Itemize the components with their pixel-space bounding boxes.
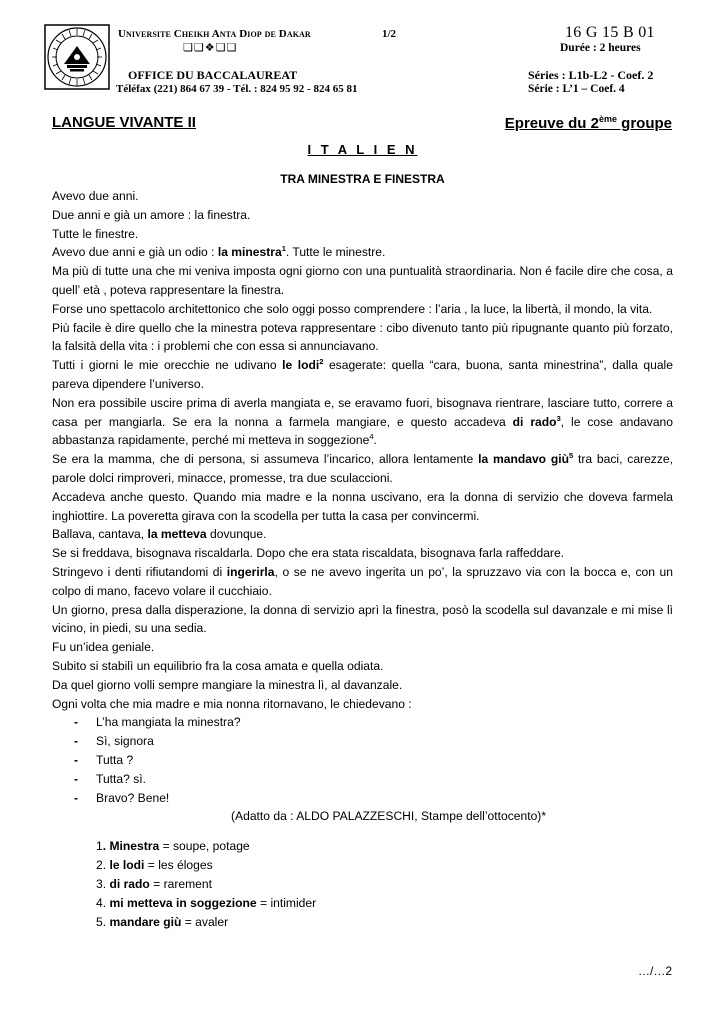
text-run: Se era la mamma, che di persona, si assumeva l’incarico, allora lentamente xyxy=(52,452,479,467)
dialogue-line xyxy=(52,751,673,770)
ucad-seal-icon xyxy=(44,24,110,90)
note-number: 1 xyxy=(96,839,103,853)
dialogue-text: L’ha mangiata la minestra? xyxy=(96,715,241,730)
subject-label: LANGUE VIVANTE II xyxy=(52,114,196,131)
page-continuation: …/…2 xyxy=(637,964,672,978)
note-separator: . xyxy=(102,895,110,910)
dialogue-text: Bravo? Bene! xyxy=(96,790,170,805)
paragraph xyxy=(52,525,673,544)
language-title: I T A L I E N xyxy=(307,142,418,157)
glossary-item xyxy=(96,856,316,875)
note-term: di rado xyxy=(109,876,150,891)
dialogue-text: Tutta ? xyxy=(96,752,134,767)
glossed-term: la minestra xyxy=(217,245,282,260)
exam-code: 16 G 15 B 01 xyxy=(565,24,655,41)
note-separator: . xyxy=(102,914,110,929)
footnote-ref: 4 xyxy=(369,432,374,442)
text-run: , le cose andavano abbastanza rapidamente, perché mi metteva in soggezione xyxy=(52,414,673,448)
dialogue-line xyxy=(52,770,673,789)
epreuve-prefix: Epreuve du 2 xyxy=(504,115,599,132)
dialogue-line xyxy=(52,732,673,751)
paragraph xyxy=(52,450,673,488)
exam-duration: Durée : 2 heures xyxy=(560,42,641,54)
paragraph: Fu un’idea geniale. xyxy=(52,640,155,655)
university-name: Universite Cheikh Anta Diop de Dakar xyxy=(118,28,311,40)
text-run: Tutti i giorni le mie orecchie ne udivano xyxy=(52,358,283,373)
dialogue-text: Tutta? sì. xyxy=(96,771,146,786)
text-run: dovunque. xyxy=(206,527,267,542)
paragraph xyxy=(52,356,673,394)
note-number: 3 xyxy=(96,876,103,891)
page-number: 1/2 xyxy=(382,28,397,40)
text-run: tra baci, carezze, parole dolci rimproveri, minacce, promesse, tra due sculaccioni. xyxy=(52,452,673,485)
paragraph: Accadeva anche questo. Quando mia madre e la nonna uscivano, era la donna di servizio che doveva farmela inghiottire. La poveretta girava con la scodella per tutta la casa per convincermi. xyxy=(52,489,673,523)
glossed-term: di rado xyxy=(512,414,557,429)
emphasized-text: la metteva xyxy=(147,527,207,542)
text-run: Ballava, cantava, xyxy=(52,527,148,542)
dialogue-text: Sì, signora xyxy=(96,734,154,749)
dash-mark: - xyxy=(74,715,79,730)
text-line xyxy=(52,243,673,262)
dialogue-line xyxy=(52,789,673,808)
note-definition: = les éloges xyxy=(144,857,213,872)
text-line: Due anni e già un amore : la finestra. xyxy=(52,207,251,222)
paragraph: Più facile è dire quello che la minestra poteva rappresentare : cibo divenuto tanto più ripugnante quanto più forzato, la falsità della vita : i problemi che con essa si annunciavano. xyxy=(52,320,673,354)
note-separator: . xyxy=(102,839,110,853)
text-run: Stringevo i denti rifiutandomi di xyxy=(52,564,227,579)
reading-text xyxy=(52,187,673,826)
text-run: , o se ne avevo ingerita un po’, la spruzzavo via con la bocca e, con un colpo di mano, facevo volare il cucchiaio. xyxy=(52,564,674,598)
emphasized-text: ingerirla xyxy=(226,564,275,579)
paragraph xyxy=(52,394,673,450)
text-line: Tutte le finestre. xyxy=(52,226,139,241)
paragraph: Un giorno, presa dalla disperazione, la donna di servizio aprì la finestra, posò la scodella sul davanzale e mi mise lì vicino, in piedi, su una sedia. xyxy=(52,602,673,636)
note-number: 5 xyxy=(96,914,103,929)
paragraph: Se si freddava, bisognava riscaldarla. Dopo che era stata riscaldata, bisognava farla raffeddare. xyxy=(52,546,565,561)
glossary xyxy=(96,837,316,932)
glossary-item xyxy=(96,875,316,894)
glossary-item xyxy=(96,913,316,932)
paragraph xyxy=(52,563,673,601)
text-title: TRA MINESTRA E FINESTRA xyxy=(280,172,445,186)
paragraph: Ma più di tutte una che mi veniva imposta ogni giorno con una puntualità straordinaria. Non é facile dire che cosa, a quell’ età , poteva rappresentare la finestra. xyxy=(52,264,673,297)
dash-mark: - xyxy=(74,734,79,749)
office-name: OFFICE DU BACCALAUREAT xyxy=(128,68,298,82)
epreuve-suffix: groupe xyxy=(617,115,672,132)
footnote-ref: 2 xyxy=(319,357,324,367)
footnote-ref: 1 xyxy=(281,244,286,254)
header-ornament: ❏❏❖❏❏ xyxy=(183,42,238,54)
note-definition: = rarement xyxy=(149,876,212,891)
text-run: . Tutte le minestre. xyxy=(285,245,386,260)
footnote-ref: 5 xyxy=(569,451,574,461)
text-line: Avevo due anni. xyxy=(52,189,139,203)
note-definition: = soupe, potage xyxy=(159,839,250,853)
dash-mark: - xyxy=(74,771,79,786)
note-number: 2 xyxy=(96,857,103,872)
glossed-term: le lodi xyxy=(282,358,320,373)
dialogue-line xyxy=(52,713,673,732)
exam-series-1: Séries : L1b-L2 - Coef. 2 xyxy=(528,68,654,82)
paragraph: Da quel giorno volli sempre mangiare la minestra lì, al davanzale. xyxy=(52,677,403,692)
paragraph: Ogni volta che mia madre e mia nonna ritornavano, le chiedevano : xyxy=(52,696,412,711)
glossary-item xyxy=(96,894,316,913)
note-number: 4 xyxy=(96,895,103,910)
dash-mark: - xyxy=(74,790,79,805)
text-run: Avevo due anni e già un odio : xyxy=(52,245,218,260)
source-citation: (Adatto da : ALDO PALAZZESCHI, Stampe dell’ottocento)* xyxy=(231,809,547,824)
paragraph: Forse uno spettacolo architettonico che solo oggi posso comprendere : l’aria , la luce, la libertà, il mondo, la vita. xyxy=(52,301,653,316)
note-term: le lodi xyxy=(109,857,145,872)
epreuve-label xyxy=(505,114,672,132)
note-separator: . xyxy=(102,857,110,872)
text-run: . xyxy=(373,433,377,448)
note-term: Minestra xyxy=(109,839,160,853)
dash-mark: - xyxy=(74,752,79,767)
note-term: mi metteva in soggezione xyxy=(109,895,257,910)
footnote-ref: 3 xyxy=(556,413,561,423)
text-run: Non era possibile uscire prima di averla mangiata e, se eravamo fuori, bisognava rientrare, lasciare tutto, correre a casa per mangiarla. Se era la nonna a farmela mangiare, e questo accadeva xyxy=(52,395,673,429)
exam-series-2: Série : L’1 – Coef. 4 xyxy=(528,83,625,95)
text-run: esagerate: quella “cara, buona, santa minestrina”, dalla quale pareva dipendere l’universo. xyxy=(52,358,673,391)
note-definition: = intimider xyxy=(256,895,317,910)
glossed-term: la mandavo giù xyxy=(478,452,570,467)
note-definition: = avaler xyxy=(181,914,229,929)
contact-line: Téléfax (221) 864 67 39 - Tél. : 824 95 92 - 824 65 81 xyxy=(116,83,358,95)
epreuve-superscript: ème xyxy=(598,114,617,124)
note-separator: . xyxy=(102,876,110,891)
glossary-item xyxy=(96,837,316,856)
note-term: mandare giù xyxy=(109,914,182,929)
paragraph: Subito si stabilì un equilibrio fra la cosa amata e quella odiata. xyxy=(52,658,384,673)
